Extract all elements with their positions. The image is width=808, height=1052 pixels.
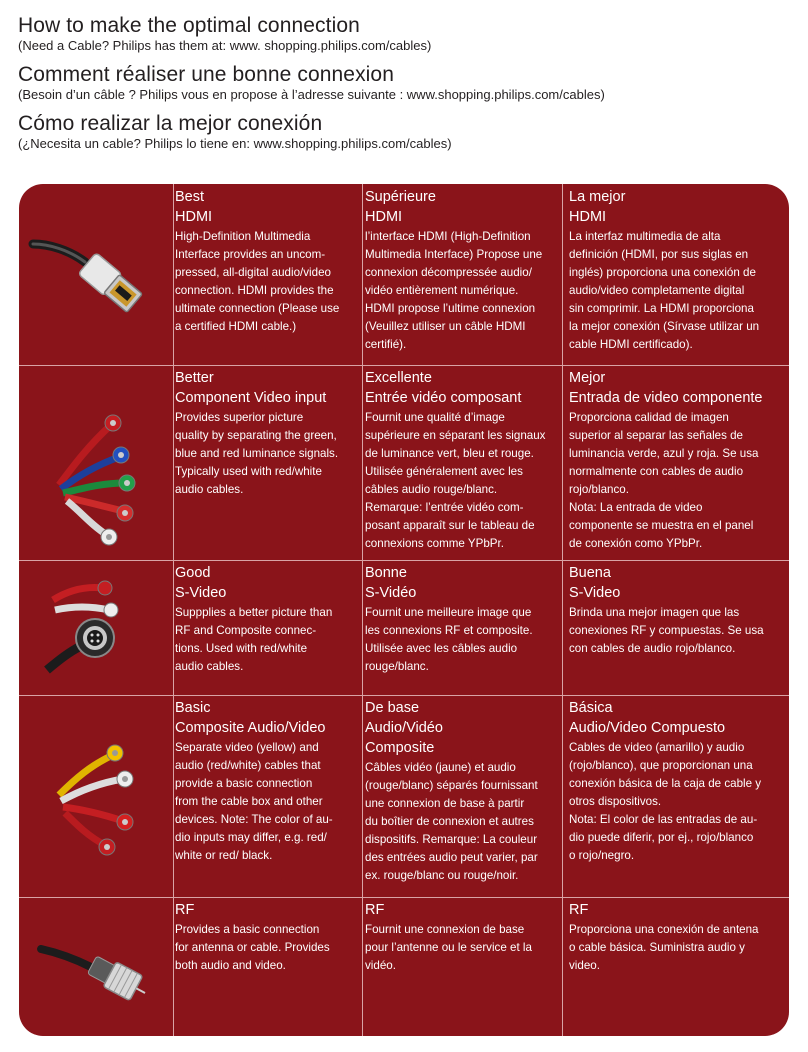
table-row-component: [19, 365, 789, 560]
cell-spanish: [569, 184, 785, 354]
connection-description: Fournit une meilleure image que les connexions RF et composite. Utilisée avec les câbles audio rouge/blanc.: [365, 606, 533, 673]
connection-name: HDMI: [569, 209, 607, 225]
table-row-s-video: [19, 560, 789, 695]
connection-description: l’interface HDMI (High-Definition Multimedia Interface) Propose une connexion décompressée audio/ vidéo entièrement numérique. HDMI propose l’ultime connexion (Veuillez utiliser un câble HDMI certifié).: [365, 230, 543, 351]
cell-spanish: [569, 695, 785, 865]
page-title-es: Cómo realizar la mejor conexión: [18, 112, 323, 135]
quality-level: Básica: [569, 700, 613, 716]
cell-english: [175, 365, 361, 499]
cell-french: [365, 560, 561, 676]
connection-name: HDMI: [175, 209, 213, 225]
connection-name: Audio/Video Compuesto: [569, 720, 726, 736]
connection-name: Audio/Vidéo Composite: [365, 720, 443, 756]
quality-level: Supérieure: [365, 189, 436, 205]
cell-spanish: [569, 560, 785, 658]
connection-name: Entrada de video componente: [569, 390, 763, 406]
connection-description: La interfaz multimedia de alta definición (HDMI, por sus siglas en inglés) proporciona una conexión de audio/video completamente digital sin comprimir. La HDMI proporciona la mejor conexión (Sírvase utilizar un cable HDMI certificado).: [569, 230, 760, 351]
cell-french: [365, 365, 561, 553]
connection-table: [19, 184, 789, 1036]
cell-english: [175, 184, 361, 336]
table-row-hdmi: [19, 184, 789, 365]
connection-name: Entrée vidéo composant: [365, 390, 522, 406]
connection-description: Provides superior picture quality by separating the green, blue and red luminance signals. Typically used with red/white audio cables.: [175, 411, 339, 496]
quality-level: Basic: [175, 700, 211, 716]
quality-level: De base: [365, 700, 420, 716]
cell-spanish: [569, 365, 785, 553]
connection-description: Fournit une connexion de base pour l’antenne ou le service et la vidéo.: [365, 923, 532, 972]
cell-english: [175, 897, 361, 975]
quality-level: RF: [175, 902, 195, 918]
page-subtitle: (Need a Cable? Philips has them at: www. shopping.philips.com/cables): [18, 38, 432, 53]
header-french: [18, 63, 798, 103]
connection-description: High-Definition Multimedia Interface provides an uncom- pressed, all-digital audio/video connection. HDMI provides the ultimate connection (Please use a certified HDMI cable.): [175, 230, 340, 333]
quality-level: RF: [569, 902, 589, 918]
page-title: How to make the optimal connection: [18, 14, 360, 37]
connection-description: Fournit une qualité d’image supérieure en séparant les signaux de luminance vert, bleu et rouge. Utilisée généralement avec les câbles audio rouge/blanc. Remarque: l’entrée vidéo com- posant apparaît sur le tableau de connexions comme YPbPr.: [365, 411, 546, 550]
s-video-cable-icon: [19, 560, 174, 695]
quality-level: Buena: [569, 565, 611, 581]
page-subtitle-fr: (Besoin d’un câble ? Philips vous en propose à l’adresse suivante : www.shopping.philips.com/cables): [18, 87, 605, 102]
connection-name: Component Video input: [175, 390, 327, 406]
header-spanish: [18, 112, 798, 152]
connection-description: Separate video (yellow) and audio (red/white) cables that provide a basic connection from the cable box and other devices. Note: The color of au- dio inputs may differ, e.g. red/ white or red/ black.: [175, 741, 333, 862]
component-video-cable-icon: [19, 365, 174, 560]
cell-english: [175, 560, 361, 676]
connection-description: Câbles vidéo (jaune) et audio (rouge/blanc) séparés fournissant une connexion de base à partir du boîtier de connexion et autres dispositifs. Remarque: La couleur des entrées audio peut varier, par ex. rouge/blanc ou rouge/noir.: [365, 761, 538, 882]
connection-name: HDMI: [365, 209, 403, 225]
cell-french: [365, 184, 561, 354]
quality-level: Excellente: [365, 370, 432, 386]
cell-english: [175, 695, 361, 865]
connection-description: Cables de video (amarillo) y audio (rojo/blanco), que proporcionan una conexión básica de la caja de cable y otros dispositivos. Nota: El color de las entradas de au- dio puede diferir, por ej., rojo/blanco o rojo/negro.: [569, 741, 762, 862]
hdmi-cable-icon: [19, 184, 174, 365]
quality-level: Good: [175, 565, 211, 581]
quality-level: Mejor: [569, 370, 606, 386]
cell-french: [365, 695, 561, 885]
connection-name: Composite Audio/Video: [175, 720, 326, 736]
connection-description: Brinda una mejor imagen que las conexiones RF y compuestas. Se usa con cables de audio rojo/blanco.: [569, 606, 764, 655]
quality-level: La mejor: [569, 189, 626, 205]
header-english: [18, 14, 798, 54]
cell-spanish: [569, 897, 785, 975]
connection-name: S-Vidéo: [365, 585, 417, 601]
quality-level: Best: [175, 189, 205, 205]
connection-description: Proporciona una conexión de antena o cable básica. Suministra audio y video.: [569, 923, 759, 972]
composite-av-cable-icon: [19, 695, 174, 897]
table-row-rf: [19, 897, 789, 1036]
page-subtitle-es: (¿Necesita un cable? Philips lo tiene en: www.shopping.philips.com/cables): [18, 136, 452, 151]
connection-name: S-Video: [569, 585, 621, 601]
quality-level: Better: [175, 370, 214, 386]
rf-coax-cable-icon: [19, 897, 174, 1036]
page-title-fr: Comment réaliser une bonne connexion: [18, 63, 394, 86]
quality-level: Bonne: [365, 565, 407, 581]
cell-french: [365, 897, 561, 975]
connection-description: Suppplies a better picture than RF and Composite connec- tions. Used with red/white audio cables.: [175, 606, 333, 673]
connection-description: Proporciona calidad de imagen superior al separar las señales de luminancia verde, azul y roja. Se usa normalmente con cables de audio rojo/blanco. Nota: La entrada de video componente se muestra en el panel de conexión como YPbPr.: [569, 411, 759, 550]
quality-level: RF: [365, 902, 385, 918]
connection-name: S-Video: [175, 585, 227, 601]
connection-description: Provides a basic connection for antenna or cable. Provides both audio and video.: [175, 923, 330, 972]
table-row-composite: [19, 695, 789, 897]
